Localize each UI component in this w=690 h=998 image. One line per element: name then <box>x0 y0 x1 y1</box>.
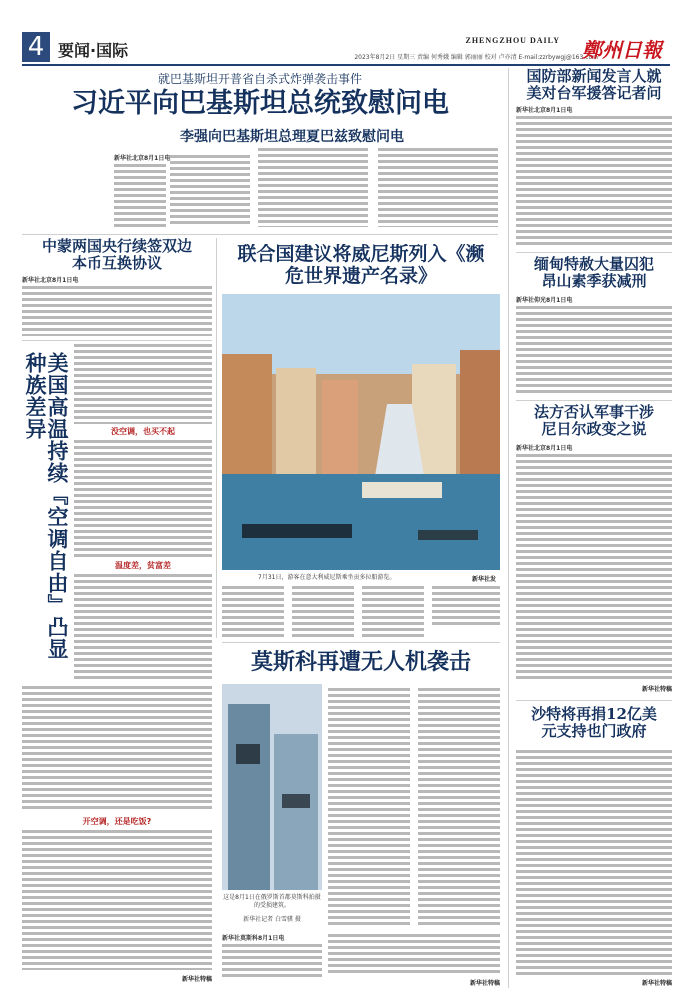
niger-headline: 法方否认军事干涉尼日尔政变之说 <box>534 404 655 439</box>
us-heat-sub2: 温度差，贫富差 <box>74 560 212 571</box>
lead-headline: 习近平向巴基斯坦总统致慰问电 <box>71 88 449 119</box>
venice-body-col4 <box>432 586 500 628</box>
venice-body-col1 <box>222 586 284 638</box>
us-heat-story <box>22 344 212 988</box>
venice-story <box>222 244 500 638</box>
venice-body-col3 <box>362 586 424 638</box>
us-heat-body-3 <box>74 574 212 682</box>
china-mongolia-headline: 中蒙两国央行续签双边本币互换协议 <box>41 238 192 273</box>
venice-caption: 7月31日，游客在意大利威尼斯乘坐贡多拉船游览。 <box>258 574 396 581</box>
spokesperson-story <box>516 68 672 248</box>
moscow-body-col4 <box>328 934 500 974</box>
issue-info: 2023年8月2日 星期三 责编 何秀娥 编辑 郭丽丽 校对 卢亦清 E-mail:zzrbywgj@163.com <box>354 54 598 61</box>
moscow-headline: 莫斯科再遭无人机袭击 <box>250 649 471 675</box>
venice-credit: 新华社发 <box>471 576 496 583</box>
spokesperson-dateline: 新华社北京8月1日电 <box>516 107 573 114</box>
lead-subtitle: 李强向巴基斯坦总理夏巴兹致慰问电 <box>180 129 404 145</box>
venice-photo <box>222 294 500 570</box>
moscow-body-col3 <box>222 944 322 980</box>
spokesperson-body <box>516 116 672 246</box>
myanmar-story <box>516 256 672 396</box>
paper-name-en: ZHENGZHOU DAILY <box>465 36 560 45</box>
lead-body-col3 <box>378 148 498 227</box>
moscow-story <box>222 648 500 988</box>
us-heat-body-5 <box>22 830 212 970</box>
us-heat-headline: 美国高温持续『空调自由』凸显种族差异 <box>22 352 70 660</box>
lead-body-col2 <box>258 148 368 227</box>
moscow-body-col1 <box>328 688 410 928</box>
page-number: 4 <box>22 32 50 62</box>
niger-credit: 新华社特稿 <box>641 686 672 693</box>
lead-body-col1 <box>170 155 250 227</box>
niger-story <box>516 404 672 694</box>
saudi-credit: 新华社特稿 <box>641 980 672 987</box>
china-mongolia-dateline: 新华社北京8月1日电 <box>22 277 79 284</box>
saudi-body <box>516 750 672 976</box>
saudi-story <box>516 706 672 988</box>
niger-body <box>516 454 672 680</box>
moscow-dateline: 新华社莫斯科8月1日电 <box>222 935 285 942</box>
moscow-body-col2 <box>418 688 500 928</box>
spokesperson-headline: 国防部新闻发言人就美对台军援答记者问 <box>526 68 662 103</box>
newspaper-logo: 鄭州日報 <box>582 38 662 62</box>
saudi-headline: 沙特将再捐12亿美元支持也门政府 <box>531 706 657 741</box>
lead-kicker: 就巴基斯坦开普省自杀式炸弹袭击事件 <box>157 72 362 86</box>
venice-body-col2 <box>292 586 354 638</box>
us-heat-sub3: 开空调，还是吃饭? <box>22 816 212 827</box>
moscow-tail: 新华社特稿 <box>469 980 500 987</box>
moscow-photo <box>222 684 322 890</box>
lead-dateline: 新华社北京8月1日电 <box>114 155 171 162</box>
us-heat-body-top <box>74 344 212 424</box>
masthead <box>22 32 670 64</box>
venice-headline: 联合国建议将威尼斯列入《濒危世界遗产名录》 <box>237 244 485 287</box>
us-heat-body-2 <box>74 440 212 558</box>
lead-body-col0 <box>114 164 166 227</box>
us-heat-sub1: 没空调，也买不起 <box>74 426 212 437</box>
myanmar-dateline: 新华社仰光8月1日电 <box>516 297 573 304</box>
myanmar-body <box>516 306 672 396</box>
moscow-credit: 新华社记者 白雪骐 摄 <box>243 916 301 923</box>
china-mongolia-story <box>22 238 212 338</box>
moscow-caption: 这是8月1日在俄罗斯首都莫斯科拍摄的受损建筑。 <box>223 894 321 909</box>
section-title: 要闻·国际 <box>58 41 129 60</box>
us-heat-credit: 新华社特稿 <box>181 976 212 983</box>
myanmar-headline: 缅甸特赦大量囚犯昂山素季获减刑 <box>534 256 655 291</box>
masthead-rule <box>22 64 670 66</box>
us-heat-body-4 <box>22 686 212 812</box>
china-mongolia-body <box>22 286 212 336</box>
niger-dateline: 新华社北京8月1日电 <box>516 445 573 452</box>
